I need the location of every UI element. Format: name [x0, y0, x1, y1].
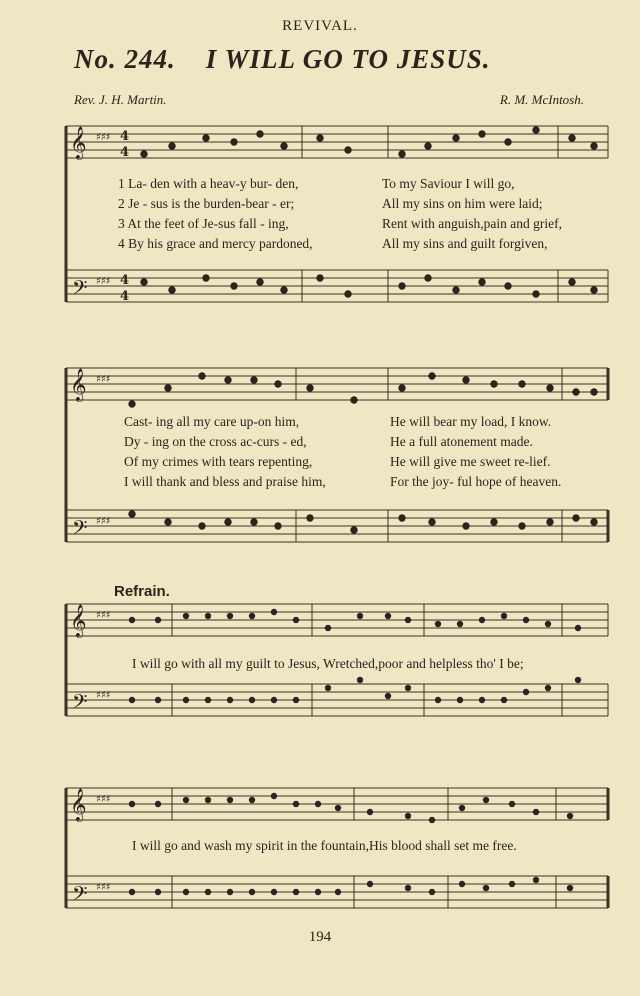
lyric-text: 4 By his grace and mercy pardoned, [118, 236, 313, 251]
verse-line [118, 196, 608, 216]
verse-line [124, 474, 614, 494]
verse-line [124, 434, 614, 454]
svg-text:𝄞: 𝄞 [70, 604, 87, 637]
svg-text:𝄢: 𝄢 [72, 690, 88, 718]
lyric-text: 3 At the feet of Je-sus fall - ing, [118, 216, 289, 231]
svg-text:♯♯♯: ♯♯♯ [96, 516, 111, 527]
hymn-title-text: I WILL GO TO JESUS. [205, 44, 491, 74]
svg-text:𝄢: 𝄢 [72, 516, 88, 544]
lyric-text: Rent with anguish,pain and grief, [382, 216, 562, 231]
verse-line [124, 414, 614, 434]
svg-text:𝄢: 𝄢 [72, 882, 88, 910]
svg-text:𝄞: 𝄞 [70, 368, 87, 401]
verse-lyrics-part2 [124, 414, 614, 494]
lyric-text: He will give me sweet re-lief. [390, 454, 551, 469]
svg-text:4: 4 [120, 289, 130, 304]
svg-text:𝄞: 𝄞 [70, 788, 87, 821]
lyric-text: For the joy- ful hope of heaven. [390, 474, 562, 489]
svg-text:♯♯♯: ♯♯♯ [96, 132, 111, 143]
hymn-number: No. 244. [74, 44, 176, 74]
svg-text:♯♯♯: ♯♯♯ [96, 610, 111, 621]
lyric-text: Of my crimes with tears repenting, [124, 454, 313, 469]
page-number: 194 [308, 929, 332, 945]
svg-text:𝄢: 𝄢 [72, 276, 88, 304]
lyric-text: Cast- ing all my care up-on him, [124, 414, 300, 429]
svg-text:♯♯♯: ♯♯♯ [96, 882, 111, 893]
svg-text:♯♯♯: ♯♯♯ [96, 374, 111, 385]
refrain-lyric-1: I will go with all my guilt to Jesus, Wretched,poor and helpless tho' I be; [132, 656, 524, 671]
lyric-text: Dy - ing on the cross ac-curs - ed, [124, 434, 307, 449]
svg-text:4: 4 [120, 129, 130, 144]
lyric-text: He a full atonement made. [390, 434, 533, 449]
lyric-text: All my sins and guilt forgiven, [382, 236, 548, 251]
svg-text:♯♯♯: ♯♯♯ [96, 794, 111, 805]
lyric-text: To my Saviour I will go, [382, 176, 515, 191]
verse-line [118, 216, 608, 236]
hymn-title [74, 44, 574, 75]
verse-lyrics-part1 [118, 176, 608, 256]
refrain-lyric-2: I will go and wash my spirit in the fountain,His blood shall set me free. [132, 838, 517, 853]
lyric-text: 1 La- den with a heav-y bur- den, [118, 176, 299, 191]
lyric-text: I will thank and bless and praise him, [124, 474, 326, 489]
svg-text:♯♯♯: ♯♯♯ [96, 690, 111, 701]
svg-text:4: 4 [120, 145, 130, 160]
verse-line [118, 176, 608, 196]
verse-line [124, 454, 614, 474]
refrain-label: Refrain. [114, 583, 170, 600]
lyric-text: 2 Je - sus is the burden-bear - er; [118, 196, 295, 211]
svg-text:♯♯♯: ♯♯♯ [96, 276, 111, 287]
svg-text:𝄞: 𝄞 [70, 126, 87, 159]
verse-line [118, 236, 608, 256]
lyric-text: He will bear my load, I know. [390, 414, 552, 429]
svg-text:4: 4 [120, 273, 130, 288]
composer-credit: R. M. McIntosh. [499, 92, 584, 107]
lyric-text: All my sins on him were laid; [382, 196, 543, 211]
lyricist-credit: Rev. J. H. Martin. [74, 92, 167, 107]
section-heading: REVIVAL. [282, 18, 358, 34]
